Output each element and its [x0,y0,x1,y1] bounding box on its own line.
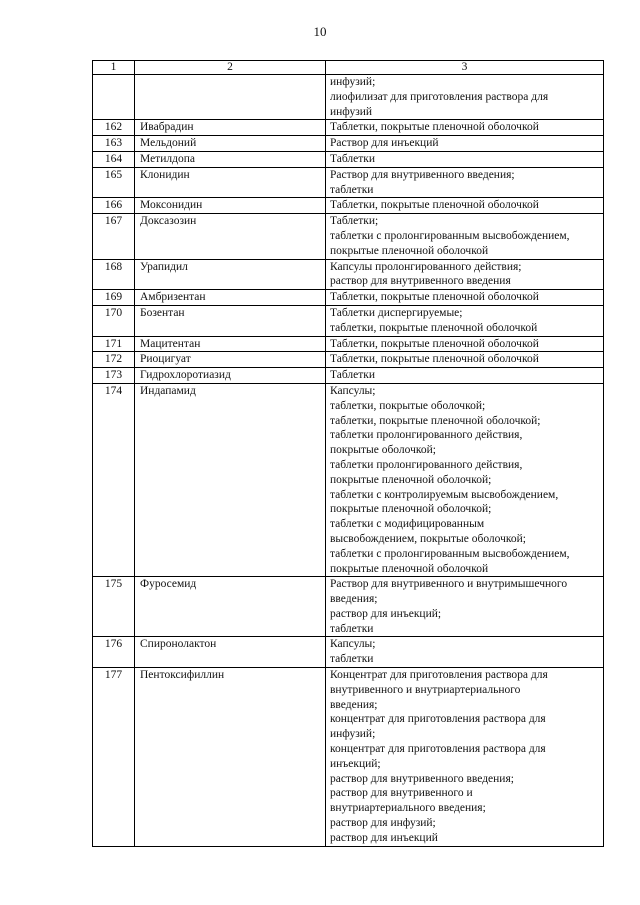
drug-name: Индапамид [135,383,326,576]
dosage-form-line: лиофилизат для приготовления раствора для [330,90,549,103]
dosage-form-line: раствор для внутривенного введения [330,275,511,288]
dosage-form-line: внутриартериального введения; [330,802,486,815]
dosage-forms [326,290,604,306]
dosage-forms [326,167,604,198]
dosage-form-line: инфузий; [330,76,376,88]
row-number: 163 [93,136,135,152]
dosage-form-line: таблетки с пролонгированным высвобождением, [330,229,570,242]
dosage-form-line: Капсулы; [330,638,376,651]
dosage-form-line: Капсулы пролонгированного действия; [330,260,522,273]
drug-table [92,60,604,847]
dosage-form-line: концентрат для приготовления раствора для [330,713,546,726]
table-row [93,214,604,259]
dosage-form-line: раствор для инъекций; [330,607,442,620]
dosage-form-line: Таблетки, покрытые пленочной оболочкой [330,353,539,366]
dosage-form-line: Раствор для внутривенного введения; [330,168,515,181]
row-number: 165 [93,167,135,198]
dosage-forms [326,198,604,214]
table-row [93,290,604,306]
drug-name: Амбризентан [135,290,326,306]
table-row [93,136,604,152]
dosage-form-line: инфузий; [330,728,376,741]
drug-name [135,75,326,120]
page-number: 10 [313,24,327,39]
dosage-form-line: раствор для инъекций [330,831,438,844]
drug-name: Мацитентан [135,336,326,352]
dosage-form-line: таблетки с пролонгированным высвобождением, [330,547,570,560]
dosage-form-line: внутривенного и внутриартериального [330,683,521,696]
table-row [93,167,604,198]
dosage-forms [326,259,604,290]
dosage-form-line: покрытые пленочной оболочкой [330,244,489,257]
dosage-form-line: Концентрат для приготовления раствора для [330,669,548,682]
table-row [93,577,604,637]
dosage-form-line: Таблетки диспергируемые; [330,306,463,319]
drug-name: Бозентан [135,305,326,336]
drug-name: Спиронолактон [135,637,326,668]
drug-name: Риоцигуат [135,352,326,368]
dosage-form-line: раствор для внутривенного и [330,787,473,800]
table-row [93,120,604,136]
drug-name: Ивабрадин [135,120,326,136]
column-header-1: 1 [93,61,135,75]
dosage-form-line: таблетки [330,653,374,666]
drug-name: Доксазозин [135,214,326,259]
dosage-form-line: высвобождением, покрытые оболочкой; [330,532,526,545]
drug-name: Метилдопа [135,151,326,167]
dosage-forms [326,352,604,368]
dosage-form-line: таблетки, покрытые пленочной оболочкой; [330,414,541,427]
row-number [93,75,135,120]
row-number: 176 [93,637,135,668]
dosage-form-line: Таблетки; [330,215,379,228]
table-header-row [93,61,604,75]
drug-name: Пентоксифиллин [135,668,326,847]
dosage-form-line: введения; [330,698,378,711]
table-row [93,383,604,576]
dosage-form-line: раствор для инфузий; [330,817,436,830]
dosage-form-line: инфузий [330,105,373,118]
dosage-forms [326,151,604,167]
table-row [93,668,604,847]
dosage-form-line: таблетки пролонгированного действия, [330,429,523,442]
table-row [93,259,604,290]
table-row [93,198,604,214]
dosage-forms [326,577,604,637]
drug-name: Фуросемид [135,577,326,637]
dosage-form-line: Таблетки [330,369,376,382]
dosage-forms [326,120,604,136]
dosage-form-line: покрытые пленочной оболочкой; [330,503,492,516]
table-row [93,368,604,384]
drug-name: Урапидил [135,259,326,290]
dosage-form-line: Таблетки, покрытые пленочной оболочкой [330,121,539,134]
table-row [93,151,604,167]
dosage-form-line: Таблетки [330,152,376,165]
row-number: 168 [93,259,135,290]
drug-name: Мельдоний [135,136,326,152]
dosage-forms [326,668,604,847]
row-number: 172 [93,352,135,368]
dosage-form-line: покрытые оболочкой; [330,444,436,457]
column-header-2: 2 [135,61,326,75]
drug-name: Гидрохлоротиазид [135,368,326,384]
dosage-forms [326,336,604,352]
drug-name: Клонидин [135,167,326,198]
dosage-forms [326,383,604,576]
row-number: 173 [93,368,135,384]
row-number: 175 [93,577,135,637]
table-row [93,75,604,120]
dosage-forms [326,214,604,259]
row-number: 162 [93,120,135,136]
dosage-form-line: таблетки [330,622,374,635]
dosage-form-line: таблетки с контролируемым высвобождением, [330,488,559,501]
dosage-form-line: покрытые пленочной оболочкой; [330,473,492,486]
dosage-form-line: Таблетки, покрытые пленочной оболочкой [330,199,539,212]
dosage-forms [326,368,604,384]
column-header-3: 3 [326,61,604,75]
dosage-forms [326,305,604,336]
dosage-form-line: инъекций; [330,757,381,770]
drug-name: Моксонидин [135,198,326,214]
dosage-form-line: раствор для внутривенного введения; [330,772,514,785]
table-row [93,305,604,336]
dosage-forms [326,75,604,120]
dosage-form-line: Таблетки, покрытые пленочной оболочкой [330,291,539,304]
dosage-forms [326,136,604,152]
dosage-form-line: Капсулы; [330,384,376,397]
dosage-forms [326,637,604,668]
row-number: 167 [93,214,135,259]
dosage-form-line: введения; [330,593,378,606]
dosage-form-line: Раствор для инъекций [330,137,439,150]
row-number: 164 [93,151,135,167]
dosage-form-line: таблетки, покрытые пленочной оболочкой [330,321,538,334]
dosage-form-line: таблетки с модифицированным [330,518,485,531]
table-row [93,637,604,668]
dosage-form-line: Раствор для внутривенного и внутримышечного [330,578,568,591]
table-row [93,336,604,352]
row-number: 166 [93,198,135,214]
dosage-form-line: Таблетки, покрытые пленочной оболочкой [330,337,539,350]
dosage-form-line: таблетки [330,183,374,196]
row-number: 177 [93,668,135,847]
row-number: 171 [93,336,135,352]
table-body [93,75,604,847]
row-number: 169 [93,290,135,306]
dosage-form-line: таблетки пролонгированного действия, [330,458,523,471]
row-number: 174 [93,383,135,576]
dosage-form-line: концентрат для приготовления раствора для [330,743,546,756]
dosage-form-line: покрытые пленочной оболочкой [330,562,489,575]
dosage-form-line: таблетки, покрытые оболочкой; [330,399,486,412]
table-row [93,352,604,368]
row-number: 170 [93,305,135,336]
